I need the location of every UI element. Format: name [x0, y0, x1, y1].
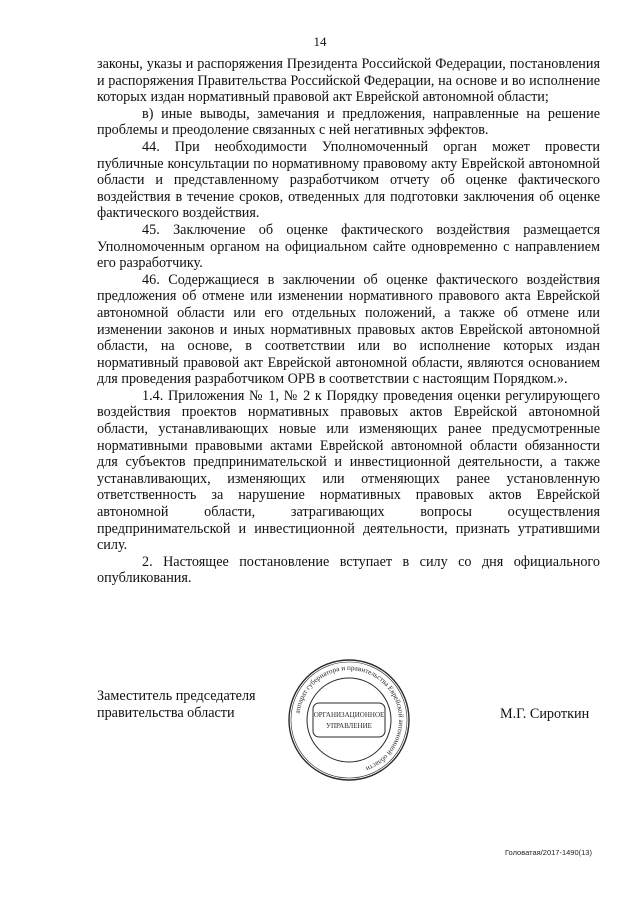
paragraph: 46. Содержащиеся в заключении об оценке фактического воздействия предложения об отмене или изменении нормативного правового акта Еврейской автономной области или его отдельных положений, а также об отмене или изменении законов и иных нормативных правовых актов Еврейской автономной области, на основе, в соответствии или во исполнение которых издан нормативный правовой акт Еврейской автономной области, являются основанием для проведения разработчиком ОРВ в соответствии с настоящим Порядком.».	[97, 271, 600, 388]
signatory-title-line-2: правительства области	[97, 705, 235, 721]
signatory-name: М.Г. Сироткин	[500, 706, 590, 722]
document-reference: Головатая/2017-1490(13)	[505, 848, 592, 857]
paragraph: законы, указы и распоряжения Президента Российской Федерации, постановления и распоряжения Правительства Российской Федерации, на основе и во исполнение которых издан нормативный правовой акт Еврейской автономной области;	[97, 56, 600, 106]
official-stamp	[286, 657, 412, 783]
paragraph: в) иные выводы, замечания и предложения, направленные на решение проблемы и преодоление связанных с ней негативных эффектов.	[97, 105, 600, 139]
paragraph: 44. При необходимости Уполномоченный орган может провести публичные консультации по нормативному правовому акту Еврейской автономной области и представленному разработчиком отчету об оценке фактического воздействия в течение сроков, отведенных для подготовки заключения об оценке фактического воздействия.	[97, 138, 600, 222]
document-body	[97, 56, 600, 587]
paragraph: 45. Заключение об оценке фактического воздействия размещается Уполномоченным органом на официальном сайте одновременно с направлением его разработчику.	[97, 221, 600, 272]
signatory-title-line-1: Заместитель председателя	[97, 688, 256, 704]
signatory-title	[97, 688, 267, 722]
stamp-inner-line-2: УПРАВЛЕНИЕ	[326, 722, 372, 730]
page-number: 14	[313, 34, 327, 49]
stamp-inner-line-1: ОРГАНИЗАЦИОННОЕ	[313, 711, 385, 719]
stamp-outer-textpath: аппарат губернатора и правительства Еврейской автономной области	[293, 663, 406, 773]
paragraph: 1.4. Приложения № 1, № 2 к Порядку проведения оценки регулирующего воздействия проектов нормативных правовых актов Еврейской автономной области, устанавливающих новые или изменяющих ранее предусмотренные нормативными правовыми актами Еврейской автономной области обязанности для субъектов предпринимательской и инвестиционной деятельности, а также устанавливающих, изменяющих или отменяющих ранее установленную ответственность за нарушение нормативных правовых актов Еврейской автономной области, затрагивающих вопросы осуществления предпринимательской и инвестиционной деятельности, признать утратившими силу.	[97, 387, 600, 554]
paragraph: 2. Настоящее постановление вступает в силу со дня официального опубликования.	[97, 553, 600, 587]
